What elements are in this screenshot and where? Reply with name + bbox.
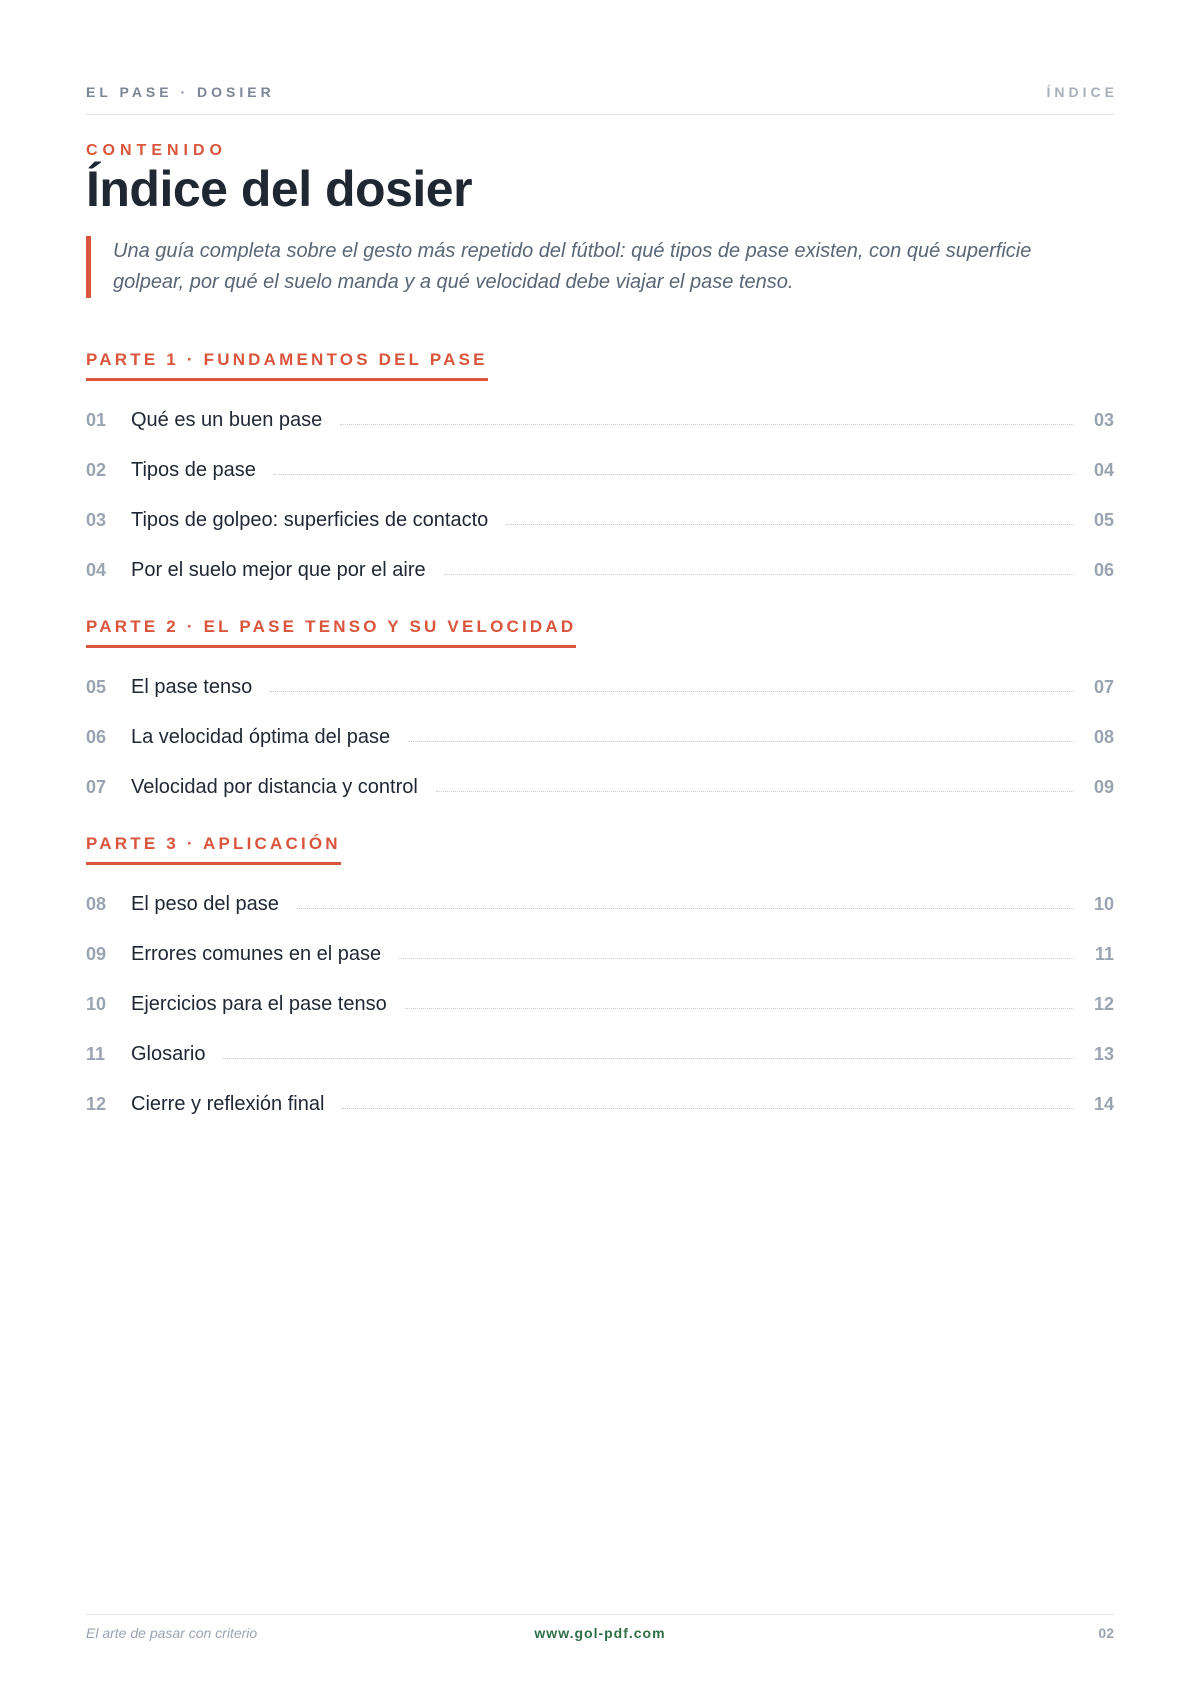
toc-entry-number: 06 (86, 726, 107, 747)
toc-entry-page: 12 (1093, 993, 1114, 1014)
toc-entry-number: 05 (86, 676, 107, 697)
dotted-leader (399, 958, 1074, 959)
dotted-leader (340, 424, 1074, 425)
toc-entry-number: 12 (86, 1093, 107, 1114)
section-eyebrow: CONTENIDO (86, 142, 227, 159)
toc-entry-page: 11 (1094, 943, 1114, 964)
footer-page-number: 02 (1098, 1625, 1114, 1641)
running-header (86, 84, 1118, 115)
toc-part (86, 350, 1114, 595)
part-heading: PARTE 2 · EL PASE TENSO Y SU VELOCIDAD (86, 617, 576, 648)
toc-entry-number: 09 (86, 943, 107, 964)
toc-entry-page: 06 (1093, 559, 1114, 580)
page-title: Índice del dosier (86, 161, 473, 217)
toc-part (86, 834, 1114, 1129)
toc-entry[interactable] (86, 395, 1114, 445)
toc-entry-label: Qué es un buen pase (131, 408, 323, 431)
intro-quote: Una guía completa sobre el gesto más repetido del fútbol: qué tipos de pase existen, con qué superficie golpear, por qué el suelo manda y a qué velocidad debe viajar el pase tenso. (86, 236, 1074, 298)
toc-entry-page: 03 (1093, 409, 1114, 430)
toc-entry[interactable] (86, 879, 1114, 929)
toc-entry-number: 04 (86, 559, 107, 580)
toc-entry[interactable] (86, 545, 1114, 595)
toc-entry-page: 10 (1093, 893, 1114, 914)
toc-entry[interactable] (86, 1079, 1114, 1129)
toc-entry-page: 09 (1093, 776, 1114, 797)
header-publication-title: EL PASE · DOSIER (86, 84, 275, 100)
toc-entry[interactable] (86, 762, 1114, 812)
dotted-leader (297, 908, 1074, 909)
part-heading: PARTE 1 · FUNDAMENTOS DEL PASE (86, 350, 488, 381)
dotted-leader (274, 474, 1074, 475)
toc-entry-number: 08 (86, 893, 107, 914)
toc-entry-label: Velocidad por distancia y control (131, 775, 418, 798)
dotted-leader (408, 741, 1074, 742)
toc-entry[interactable] (86, 662, 1114, 712)
toc-entry-number: 11 (86, 1043, 106, 1064)
toc-entry-number: 03 (86, 509, 107, 530)
toc-entry[interactable] (86, 929, 1114, 979)
toc-entry-label: Tipos de golpeo: superficies de contacto (131, 508, 489, 531)
toc-entry-number: 10 (86, 993, 107, 1014)
dotted-leader (270, 691, 1074, 692)
toc-entry-page: 08 (1093, 726, 1114, 747)
dotted-leader (506, 524, 1074, 525)
toc-entry-page: 13 (1093, 1043, 1114, 1064)
toc-entry-label: Tipos de pase (131, 458, 256, 481)
toc-entry-list (86, 662, 1114, 812)
toc-part (86, 617, 1114, 812)
header-section-name: ÍNDICE (1046, 84, 1118, 100)
toc-entry-label: Errores comunes en el pase (131, 942, 382, 965)
toc-entry-number: 07 (86, 776, 107, 797)
dotted-leader (223, 1058, 1074, 1059)
document-page (86, 0, 1118, 1683)
dotted-leader (436, 791, 1074, 792)
toc-entry[interactable] (86, 1029, 1114, 1079)
toc-entry[interactable] (86, 495, 1114, 545)
table-of-contents (86, 350, 1114, 1151)
toc-entry-list (86, 395, 1114, 595)
toc-entry[interactable] (86, 712, 1114, 762)
toc-entry-label: El peso del pase (131, 892, 279, 915)
toc-entry[interactable] (86, 979, 1114, 1029)
toc-entry-page: 04 (1093, 459, 1114, 480)
toc-entry-label: La velocidad óptima del pase (131, 725, 391, 748)
toc-entry-label: Por el suelo mejor que por el aire (131, 558, 426, 581)
toc-entry-label: Cierre y reflexión final (131, 1092, 325, 1115)
dotted-leader (444, 574, 1074, 575)
toc-entry-label: Glosario (131, 1042, 206, 1065)
dotted-leader (405, 1008, 1074, 1009)
toc-entry-list (86, 879, 1114, 1129)
dotted-leader (342, 1108, 1074, 1109)
page-footer (86, 1614, 1114, 1651)
toc-entry-label: Ejercicios para el pase tenso (131, 992, 387, 1015)
toc-entry-page: 07 (1093, 676, 1114, 697)
part-heading: PARTE 3 · APLICACIÓN (86, 834, 341, 865)
toc-entry[interactable] (86, 445, 1114, 495)
footer-website-link[interactable]: www.gol-pdf.com (534, 1625, 666, 1641)
footer-tagline: El arte de pasar con criterio (86, 1625, 258, 1641)
toc-entry-page: 14 (1093, 1093, 1114, 1114)
toc-entry-number: 02 (86, 459, 107, 480)
toc-entry-label: El pase tenso (131, 675, 253, 698)
toc-entry-number: 01 (86, 409, 107, 430)
toc-entry-page: 05 (1093, 509, 1114, 530)
